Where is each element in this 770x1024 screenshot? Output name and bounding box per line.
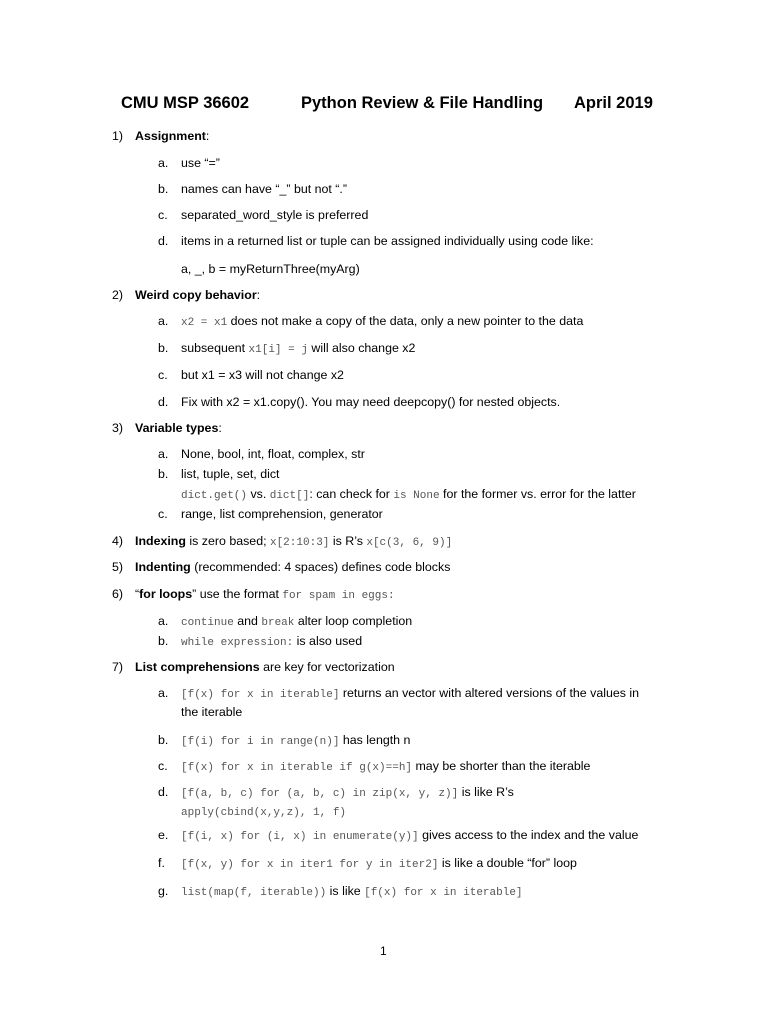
item-text: items in a returned list or tuple can be assigned individually using code like: xyxy=(181,234,594,248)
code-example: a, _, b = myReturnThree(myArg) xyxy=(181,262,360,276)
item-letter: b. xyxy=(158,733,169,747)
item-text: [f(i) for i in range(n)] has length n xyxy=(181,733,411,748)
section-number: 2) xyxy=(112,288,124,302)
item-letter: d. xyxy=(158,395,169,409)
section-heading: “for loops” use the format for spam in eggs: xyxy=(135,587,395,602)
item-text: Fix with x2 = x1.copy(). You may need deepcopy() for nested objects. xyxy=(181,395,561,409)
item-text: but x1 = x3 will not change x2 xyxy=(181,368,344,382)
section-heading: Weird copy behavior: xyxy=(135,288,261,302)
section-number: 5) xyxy=(112,560,124,574)
item-text: x2 = x1 does not make a copy of the data, only a new pointer to the data xyxy=(181,314,584,329)
item-text: subsequent x1[i] = j will also change x2 xyxy=(181,341,416,356)
item-text: list(map(f, iterable)) is like [f(x) for x in iterable] xyxy=(181,884,523,899)
item-letter: f. xyxy=(158,856,165,870)
section-heading: Assignment: xyxy=(135,129,210,143)
item-letter: a. xyxy=(158,314,169,328)
item-text: list, tuple, set, dict xyxy=(181,467,280,481)
item-text: names can have “_” but not “.” xyxy=(181,182,347,196)
section-heading: Variable types: xyxy=(135,421,222,435)
item-text: while expression: is also used xyxy=(181,634,363,649)
section-number: 6) xyxy=(112,587,124,601)
item-letter: b. xyxy=(158,634,169,648)
section-heading: List comprehensions are key for vectorization xyxy=(135,660,395,674)
item-text: [f(i, x) for (i, x) in enumerate(y)] gives access to the index and the value xyxy=(181,828,639,843)
item-letter: b. xyxy=(158,467,169,481)
section-number: 7) xyxy=(112,660,124,674)
item-text: None, bool, int, float, complex, str xyxy=(181,447,365,461)
item-text: use “=” xyxy=(181,156,220,170)
item-letter: b. xyxy=(158,341,169,355)
document-date: April 2019 xyxy=(574,94,653,112)
document-title: Python Review & File Handling xyxy=(301,94,544,112)
item-letter: a. xyxy=(158,447,169,461)
section-number: 1) xyxy=(112,129,124,143)
section-heading: Indenting (recommended: 4 spaces) defines code blocks xyxy=(135,560,451,574)
item-text: continue and break alter loop completion xyxy=(181,614,413,629)
item-letter: d. xyxy=(158,234,169,248)
item-text: separated_word_style is preferred xyxy=(181,208,369,222)
item-text: [f(x) for x in iterable] returns an vector with altered versions of the values in xyxy=(181,686,640,701)
item-letter: c. xyxy=(158,759,168,773)
item-text: [f(a, b, c) for (a, b, c) in zip(x, y, z)] is like R’s xyxy=(181,785,514,800)
item-text: [f(x, y) for x in iter1 for y in iter2] is like a double “for” loop xyxy=(181,856,577,871)
item-letter: c. xyxy=(158,208,168,222)
page-number: 1 xyxy=(380,944,387,958)
item-text: dict.get() vs. dict[]: can check for is None for the former vs. error for the latter xyxy=(181,487,636,502)
course-code: CMU MSP 36602 xyxy=(121,94,250,112)
section-number: 4) xyxy=(112,534,124,548)
item-letter: d. xyxy=(158,785,169,799)
item-text: range, list comprehension, generator xyxy=(181,507,383,521)
item-letter: a. xyxy=(158,156,169,170)
section-number: 3) xyxy=(112,421,124,435)
item-letter: b. xyxy=(158,182,169,196)
item-letter: e. xyxy=(158,828,169,842)
section-heading: Indexing is zero based; x[2:10:3] is R’s x[c(3, 6, 9)] xyxy=(135,534,453,549)
item-letter: a. xyxy=(158,614,169,628)
item-letter: c. xyxy=(158,507,168,521)
item-letter: a. xyxy=(158,686,169,700)
item-letter: g. xyxy=(158,884,169,898)
item-text: [f(x) for x in iterable if g(x)==h] may be shorter than the iterable xyxy=(181,759,591,774)
item-text: the iterable xyxy=(181,705,243,719)
item-letter: c. xyxy=(158,368,168,382)
item-text: apply(cbind(x,y,z), 1, f) xyxy=(181,807,347,819)
